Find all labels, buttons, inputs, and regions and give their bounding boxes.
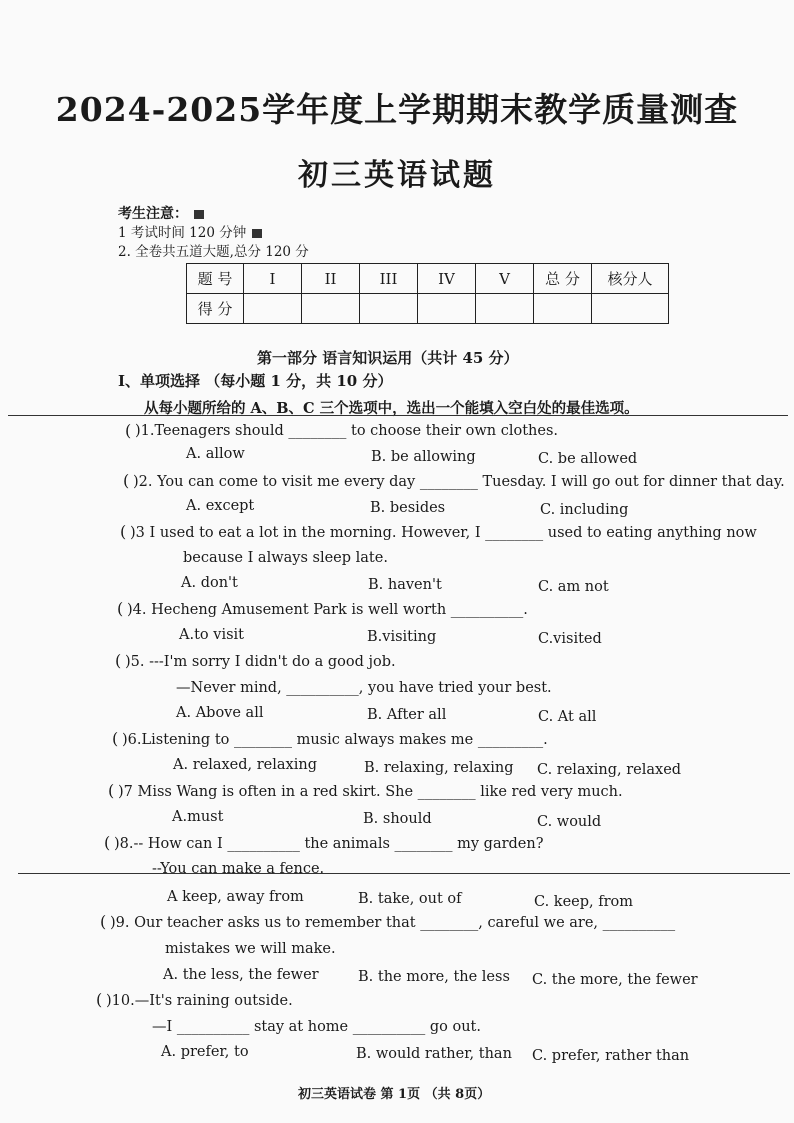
option-c: C. am not — [538, 579, 609, 595]
answer-paren: ( — [125, 421, 132, 440]
question-text-continued: —I __________ stay at home __________ go out. — [152, 1019, 481, 1035]
answer-paren: ( — [104, 833, 111, 852]
table-cell — [592, 294, 669, 324]
option-a: A keep, away from — [167, 889, 304, 905]
option-c: C. be allowed — [538, 451, 638, 467]
notice-item-2: 2. 全卷共五道大题,总分 120 分 — [118, 244, 309, 260]
table-cell: IV — [418, 264, 476, 294]
option-a: A. allow — [186, 446, 245, 462]
question-text-continued: —Never mind, __________, you have tried your best. — [176, 680, 552, 696]
score-table-score-row — [187, 294, 669, 324]
answer-paren: ( — [96, 990, 103, 1009]
question-text: )2. You can come to visit me every day ________ Tuesday. I will go out for dinner that day. — [133, 474, 785, 490]
option-a: A. relaxed, relaxing — [173, 757, 317, 773]
page-footer: 初三英语试卷 第 1页 （共 8页） — [298, 1087, 491, 1102]
question-text-continued: mistakes we will make. — [165, 941, 336, 957]
option-a: A.to visit — [179, 627, 244, 643]
exam-subtitle: 初三英语试题 — [298, 158, 496, 193]
answer-paren: ( — [115, 651, 122, 670]
question-text-continued: --You can make a fence. — [152, 861, 325, 877]
option-b: B. besides — [370, 500, 446, 516]
option-b: B. take, out of — [358, 891, 462, 907]
question-text: )5. ---I'm sorry I didn't do a good job. — [125, 654, 396, 670]
table-cell — [360, 294, 418, 324]
scan-mark-icon — [194, 210, 204, 219]
table-cell: 题 号 — [187, 264, 244, 294]
question-text: )3 I used to eat a lot in the morning. However, I ________ used to eating anything now — [130, 525, 757, 541]
option-a: A. Above all — [176, 705, 264, 721]
option-b: B. After all — [367, 707, 447, 723]
question-text: )1.Teenagers should ________ to choose their own clothes. — [135, 423, 559, 439]
option-a: A. except — [186, 498, 255, 514]
option-c: C. would — [537, 814, 602, 830]
option-a: A. the less, the fewer — [163, 967, 319, 983]
option-c: C. including — [540, 502, 629, 518]
table-cell — [476, 294, 534, 324]
part-title: 第一部分 语言知识运用（共计 45 分） — [257, 349, 519, 367]
option-c: C. relaxing, relaxed — [537, 762, 682, 778]
answer-paren: ( — [100, 912, 107, 931]
option-b: B. the more, the less — [358, 969, 510, 985]
section-title: I、单项选择 （每小题 1 分，共 10 分） — [118, 372, 393, 390]
table-cell: V — [476, 264, 534, 294]
answer-paren: ( — [117, 599, 124, 618]
table-cell: 核分人 — [592, 264, 669, 294]
option-b: B.visiting — [367, 629, 437, 645]
question-text: )8.-- How can I __________ the animals ________ my garden? — [114, 836, 544, 852]
divider-line — [18, 873, 790, 874]
option-a: A. don't — [181, 575, 238, 591]
option-a: A. prefer, to — [161, 1044, 249, 1060]
question-text-continued: because I always sleep late. — [183, 550, 388, 566]
question-text: )6.Listening to ________ music always makes me _________. — [122, 732, 548, 748]
option-b: B. haven't — [368, 577, 442, 593]
table-cell: II — [302, 264, 360, 294]
answer-paren: ( — [120, 522, 127, 541]
table-cell: 得 分 — [187, 294, 244, 324]
table-cell — [534, 294, 592, 324]
option-c: C. At all — [538, 709, 597, 725]
table-cell: I — [244, 264, 302, 294]
exam-title: 2024-2025学年度上学期期末教学质量测查 — [55, 90, 739, 129]
answer-paren: ( — [108, 781, 115, 800]
table-cell — [244, 294, 302, 324]
option-b: B. should — [363, 811, 432, 827]
option-b: B. be allowing — [371, 449, 476, 465]
notice-item-1: 1 考试时间 120 分钟 — [118, 221, 262, 241]
section-instruction: 从每小题所给的 A、B、C 三个选项中，选出一个能填入空白处的最佳选项。 — [144, 400, 639, 417]
option-c: C. the more, the fewer — [532, 972, 698, 988]
option-c: C.visited — [538, 631, 602, 647]
notice-label: 考生注意： — [118, 203, 204, 223]
table-cell: 总 分 — [534, 264, 592, 294]
scan-mark-icon — [252, 229, 262, 238]
score-table — [186, 263, 669, 324]
option-b: B. would rather, than — [356, 1046, 512, 1062]
divider-line — [8, 415, 788, 416]
score-table-header-row — [187, 264, 669, 294]
question-text: )4. Hecheng Amusement Park is well worth __________. — [127, 602, 528, 618]
answer-paren: ( — [123, 471, 130, 490]
answer-paren: ( — [112, 729, 119, 748]
option-a: A.must — [172, 809, 224, 825]
table-cell — [302, 294, 360, 324]
table-cell: III — [360, 264, 418, 294]
question-text: )9. Our teacher asks us to remember that ________, careful we are, __________ — [110, 915, 676, 931]
question-text: )7 Miss Wang is often in a red skirt. She ________ like red very much. — [118, 784, 623, 800]
option-c: C. keep, from — [534, 894, 634, 910]
table-cell — [418, 294, 476, 324]
option-c: C. prefer, rather than — [532, 1048, 690, 1064]
question-text: )10.—It's raining outside. — [106, 993, 293, 1009]
option-b: B. relaxing, relaxing — [364, 760, 514, 776]
